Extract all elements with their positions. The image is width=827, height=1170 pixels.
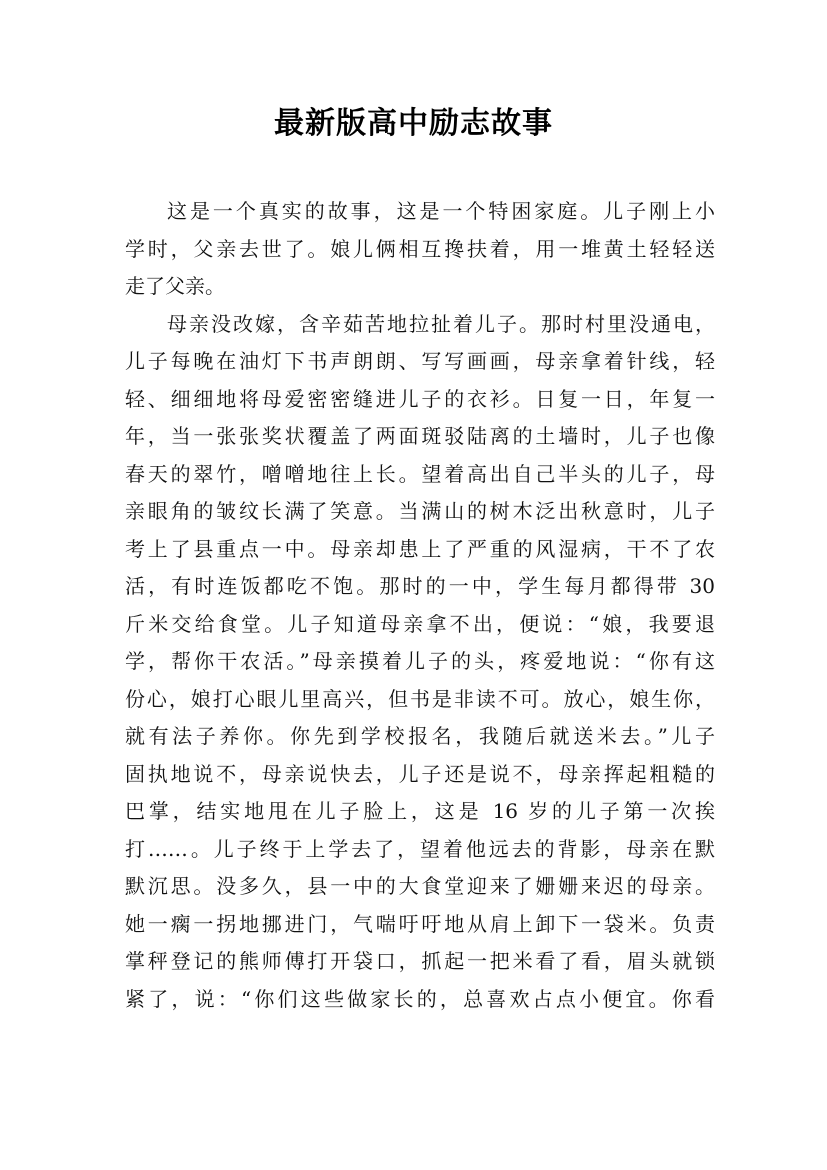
text-line: 活，有时连饭都吃不饱。那时的一中，学生每月都得带 30 bbox=[125, 574, 715, 598]
text-line: 学，帮你干农活。”母亲摸着儿子的头，疼爱地说：“你有这 bbox=[125, 649, 715, 673]
text-line: 巴掌，结实地甩在儿子脸上，这是 16 岁的儿子第一次挨 bbox=[125, 799, 715, 823]
document-title: 最新版高中励志故事 bbox=[274, 106, 553, 141]
document-body bbox=[125, 193, 715, 1018]
text-line: 母亲没改嫁，含辛茹苦地拉扯着儿子。那时村里没通电， bbox=[167, 311, 715, 336]
text-line: 默沉思。没多久，县一中的大食堂迎来了姗姗来迟的母亲。 bbox=[125, 874, 715, 898]
text-line: 亲眼角的皱纹长满了笑意。当满山的树木泛出秋意时，儿子 bbox=[125, 499, 715, 523]
text-line: 斤米交给食堂。儿子知道母亲拿不出，便说：“娘，我要退 bbox=[125, 611, 715, 636]
text-line: 这是一个真实的故事，这是一个特困家庭。儿子刚上小 bbox=[167, 199, 715, 223]
text-line: 掌秤登记的熊师傅打开袋口，抓起一把米看了看，眉头就锁 bbox=[125, 949, 715, 973]
text-line: 走了父亲。 bbox=[125, 274, 225, 298]
text-line: 紧了，说：“你们这些做家长的，总喜欢占点小便宜。你看 bbox=[125, 986, 715, 1011]
text-line: 年，当一张张奖状覆盖了两面斑驳陆离的土墙时，儿子也像 bbox=[125, 424, 715, 448]
text-line: 学时，父亲去世了。娘儿俩相互搀扶着，用一堆黄土轻轻送 bbox=[125, 236, 715, 261]
text-line: 打……。儿子终于上学去了，望着他远去的背影，母亲在默 bbox=[125, 836, 715, 861]
text-line: 固执地说不，母亲说快去，儿子还是说不，母亲挥起粗糙的 bbox=[125, 761, 715, 786]
text-line: 份心，娘打心眼儿里高兴，但书是非读不可。放心，娘生你， bbox=[125, 686, 715, 711]
text-line: 就有法子养你。你先到学校报名，我随后就送米去。”儿子 bbox=[125, 724, 715, 748]
text-line: 儿子每晚在油灯下书声朗朗、写写画画，母亲拿着针线，轻 bbox=[125, 349, 715, 373]
text-line: 春天的翠竹，噌噌地往上长。望着高出自己半头的儿子，母 bbox=[125, 461, 715, 486]
text-line: 轻、细细地将母爱密密缝进儿子的衣衫。日复一日，年复一 bbox=[125, 386, 715, 411]
text-line: 考上了县重点一中。母亲却患上了严重的风湿病，干不了农 bbox=[125, 536, 715, 561]
text-line: 她一瘸一拐地挪进门，气喘吁吁地从肩上卸下一袋米。负责 bbox=[125, 911, 715, 936]
